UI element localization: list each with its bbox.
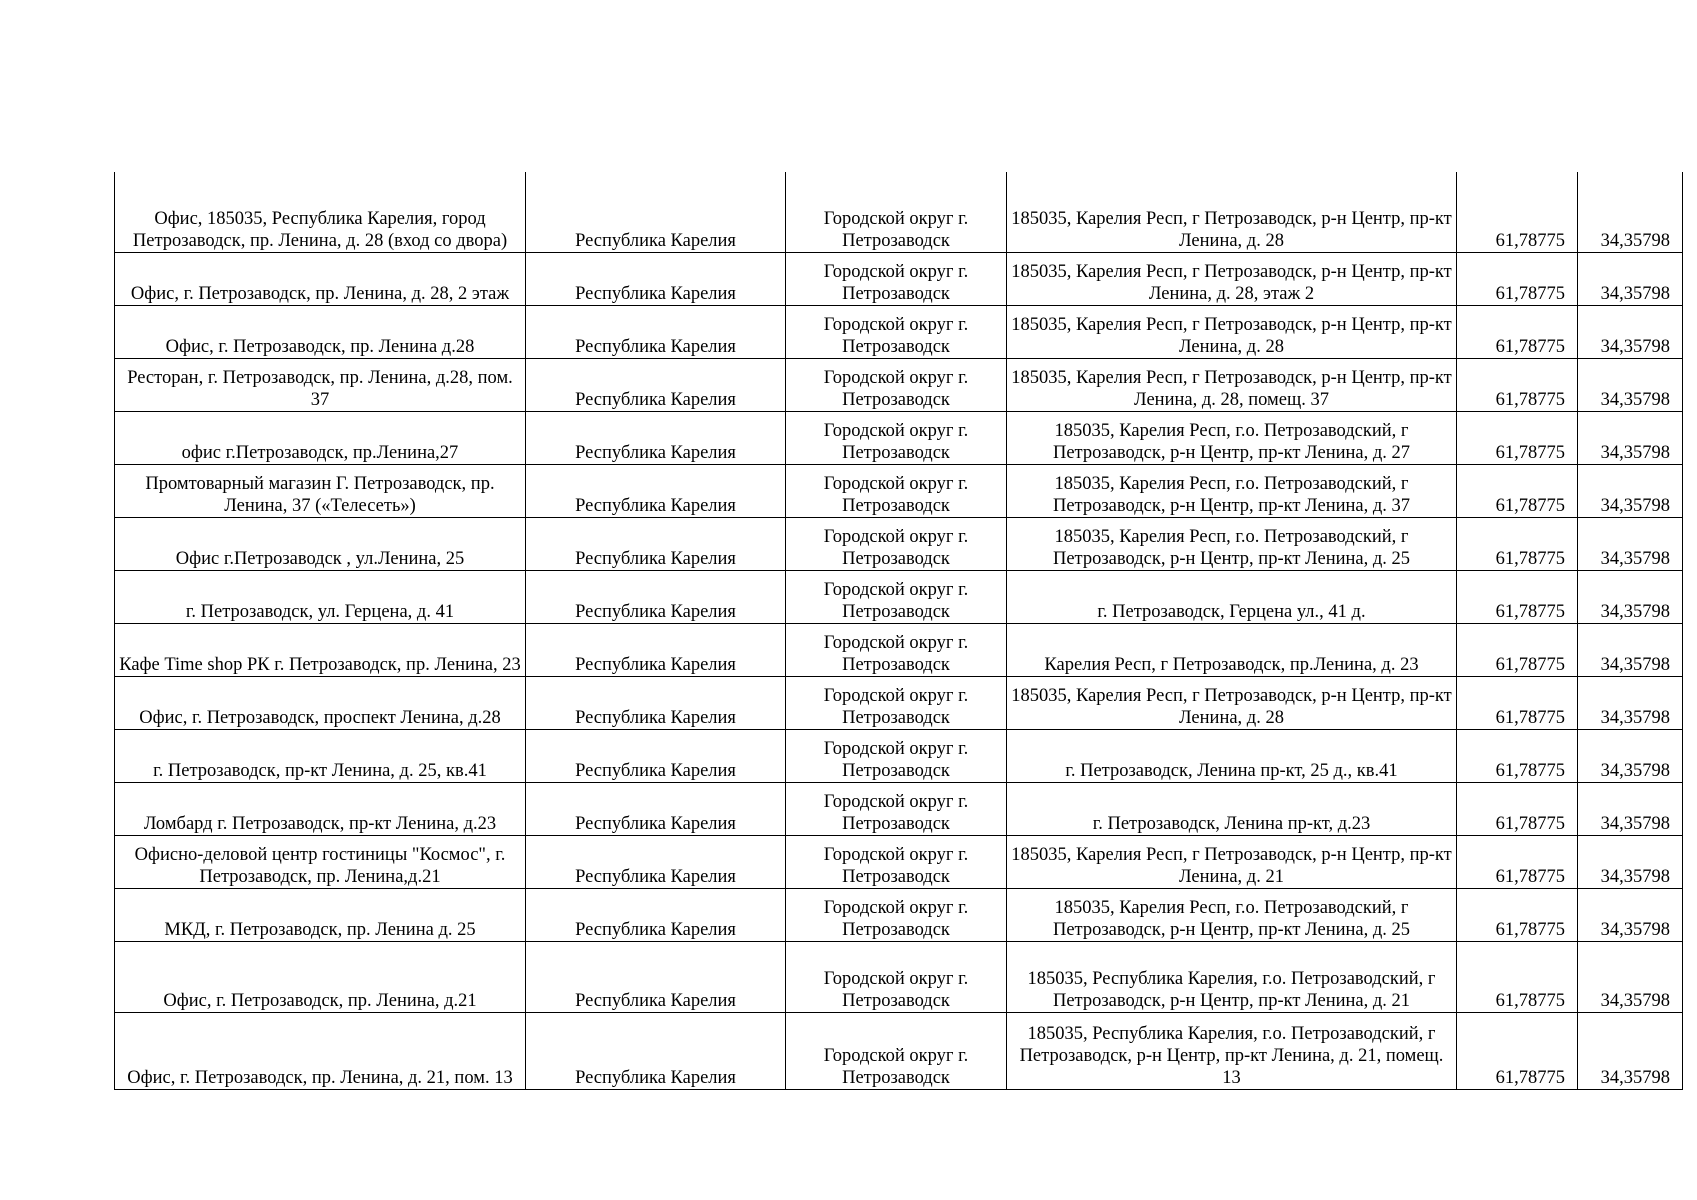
region-cell: Республика Карелия xyxy=(526,623,786,676)
region-cell: Республика Карелия xyxy=(526,358,786,411)
longitude-cell: 34,35798 xyxy=(1578,729,1683,782)
address-cell: Карелия Респ, г Петрозаводск, пр.Ленина, д. 23 xyxy=(1007,623,1457,676)
latitude-cell: 61,78775 xyxy=(1457,411,1578,464)
longitude-cell: 34,35798 xyxy=(1578,252,1683,305)
region-cell: Республика Карелия xyxy=(526,172,786,252)
table-row xyxy=(115,411,1683,464)
table-row xyxy=(115,358,1683,411)
municipality-cell: Городской округ г. Петрозаводск xyxy=(786,172,1007,252)
address-cell: 185035, Республика Карелия, г.о. Петрозаводский, г Петрозаводск, р-н Центр, пр-кт Ленина, д. 21 xyxy=(1007,941,1457,1012)
municipality-cell: Городской округ г. Петрозаводск xyxy=(786,570,1007,623)
latitude-cell: 61,78775 xyxy=(1457,623,1578,676)
address-cell: 185035, Республика Карелия, г.о. Петрозаводский, г Петрозаводск, р-н Центр, пр-кт Ленина, д. 21, помещ. 13 xyxy=(1007,1012,1457,1089)
region-cell: Республика Карелия xyxy=(526,570,786,623)
municipality-cell: Городской округ г. Петрозаводск xyxy=(786,305,1007,358)
municipality-cell: Городской округ г. Петрозаводск xyxy=(786,676,1007,729)
region-cell: Республика Карелия xyxy=(526,252,786,305)
latitude-cell: 61,78775 xyxy=(1457,252,1578,305)
location-name-cell: Офис, г. Петрозаводск, пр. Ленина, д. 28, 2 этаж xyxy=(115,252,526,305)
latitude-cell: 61,78775 xyxy=(1457,835,1578,888)
municipality-cell: Городской округ г. Петрозаводск xyxy=(786,888,1007,941)
municipality-cell: Городской округ г. Петрозаводск xyxy=(786,729,1007,782)
address-cell: 185035, Карелия Респ, г Петрозаводск, р-н Центр, пр-кт Ленина, д. 21 xyxy=(1007,835,1457,888)
location-name-cell: Офис, г. Петрозаводск, пр. Ленина, д.21 xyxy=(115,941,526,1012)
address-cell: 185035, Карелия Респ, г Петрозаводск, р-н Центр, пр-кт Ленина, д. 28 xyxy=(1007,172,1457,252)
region-cell: Республика Карелия xyxy=(526,517,786,570)
location-name-cell: офис г.Петрозаводск, пр.Ленина,27 xyxy=(115,411,526,464)
region-cell: Республика Карелия xyxy=(526,1012,786,1089)
location-name-cell: Ресторан, г. Петрозаводск, пр. Ленина, д.28, пом. 37 xyxy=(115,358,526,411)
table-row xyxy=(115,464,1683,517)
latitude-cell: 61,78775 xyxy=(1457,729,1578,782)
region-cell: Республика Карелия xyxy=(526,941,786,1012)
location-name-cell: Офис, г. Петрозаводск, проспект Ленина, д.28 xyxy=(115,676,526,729)
latitude-cell: 61,78775 xyxy=(1457,172,1578,252)
latitude-cell: 61,78775 xyxy=(1457,464,1578,517)
table-row xyxy=(115,172,1683,252)
municipality-cell: Городской округ г. Петрозаводск xyxy=(786,411,1007,464)
address-cell: г. Петрозаводск, Ленина пр-кт, 25 д., кв.41 xyxy=(1007,729,1457,782)
municipality-cell: Городской округ г. Петрозаводск xyxy=(786,517,1007,570)
latitude-cell: 61,78775 xyxy=(1457,888,1578,941)
table-row xyxy=(115,941,1683,1012)
table-row xyxy=(115,835,1683,888)
longitude-cell: 34,35798 xyxy=(1578,888,1683,941)
longitude-cell: 34,35798 xyxy=(1578,411,1683,464)
location-name-cell: Офис, 185035, Республика Карелия, город Петрозаводск, пр. Ленина, д. 28 (вход со двора) xyxy=(115,172,526,252)
longitude-cell: 34,35798 xyxy=(1578,1012,1683,1089)
municipality-cell: Городской округ г. Петрозаводск xyxy=(786,1012,1007,1089)
region-cell: Республика Карелия xyxy=(526,464,786,517)
municipality-cell: Городской округ г. Петрозаводск xyxy=(786,941,1007,1012)
latitude-cell: 61,78775 xyxy=(1457,941,1578,1012)
municipality-cell: Городской округ г. Петрозаводск xyxy=(786,623,1007,676)
address-cell: 185035, Карелия Респ, г.о. Петрозаводский, г Петрозаводск, р-н Центр, пр-кт Ленина, д. 37 xyxy=(1007,464,1457,517)
address-cell: 185035, Карелия Респ, г Петрозаводск, р-н Центр, пр-кт Ленина, д. 28, помещ. 37 xyxy=(1007,358,1457,411)
table-body xyxy=(115,172,1683,1089)
region-cell: Республика Карелия xyxy=(526,411,786,464)
latitude-cell: 61,78775 xyxy=(1457,358,1578,411)
address-cell: 185035, Карелия Респ, г Петрозаводск, р-н Центр, пр-кт Ленина, д. 28 xyxy=(1007,305,1457,358)
table-row xyxy=(115,676,1683,729)
address-cell: 185035, Карелия Респ, г.о. Петрозаводский, г Петрозаводск, р-н Центр, пр-кт Ленина, д. 25 xyxy=(1007,517,1457,570)
location-name-cell: Офис, г. Петрозаводск, пр. Ленина, д. 21, пом. 13 xyxy=(115,1012,526,1089)
municipality-cell: Городской округ г. Петрозаводск xyxy=(786,782,1007,835)
table-row xyxy=(115,623,1683,676)
location-name-cell: Кафе Time shop РК г. Петрозаводск, пр. Ленина, 23 xyxy=(115,623,526,676)
table-row xyxy=(115,305,1683,358)
location-name-cell: Офис г.Петрозаводск , ул.Ленина, 25 xyxy=(115,517,526,570)
table-row xyxy=(115,888,1683,941)
table-row xyxy=(115,729,1683,782)
location-name-cell: Офисно-деловой центр гостиницы "Космос", г. Петрозаводск, пр. Ленина,д.21 xyxy=(115,835,526,888)
location-name-cell: МКД, г. Петрозаводск, пр. Ленина д. 25 xyxy=(115,888,526,941)
table-row xyxy=(115,570,1683,623)
longitude-cell: 34,35798 xyxy=(1578,623,1683,676)
address-cell: г. Петрозаводск, Герцена ул., 41 д. xyxy=(1007,570,1457,623)
address-cell: 185035, Карелия Респ, г Петрозаводск, р-н Центр, пр-кт Ленина, д. 28 xyxy=(1007,676,1457,729)
longitude-cell: 34,35798 xyxy=(1578,358,1683,411)
location-name-cell: г. Петрозаводск, ул. Герцена, д. 41 xyxy=(115,570,526,623)
latitude-cell: 61,78775 xyxy=(1457,570,1578,623)
address-cell: г. Петрозаводск, Ленина пр-кт, д.23 xyxy=(1007,782,1457,835)
municipality-cell: Городской округ г. Петрозаводск xyxy=(786,464,1007,517)
latitude-cell: 61,78775 xyxy=(1457,676,1578,729)
location-name-cell: Офис, г. Петрозаводск, пр. Ленина д.28 xyxy=(115,305,526,358)
table-row xyxy=(115,517,1683,570)
address-cell: 185035, Карелия Респ, г.о. Петрозаводский, г Петрозаводск, р-н Центр, пр-кт Ленина, д. 27 xyxy=(1007,411,1457,464)
longitude-cell: 34,35798 xyxy=(1578,172,1683,252)
municipality-cell: Городской округ г. Петрозаводск xyxy=(786,358,1007,411)
locations-table xyxy=(114,172,1683,1090)
longitude-cell: 34,35798 xyxy=(1578,464,1683,517)
latitude-cell: 61,78775 xyxy=(1457,1012,1578,1089)
table-row xyxy=(115,782,1683,835)
address-cell: 185035, Карелия Респ, г Петрозаводск, р-н Центр, пр-кт Ленина, д. 28, этаж 2 xyxy=(1007,252,1457,305)
longitude-cell: 34,35798 xyxy=(1578,676,1683,729)
municipality-cell: Городской округ г. Петрозаводск xyxy=(786,252,1007,305)
address-cell: 185035, Карелия Респ, г.о. Петрозаводский, г Петрозаводск, р-н Центр, пр-кт Ленина, д. 25 xyxy=(1007,888,1457,941)
longitude-cell: 34,35798 xyxy=(1578,835,1683,888)
longitude-cell: 34,35798 xyxy=(1578,570,1683,623)
region-cell: Республика Карелия xyxy=(526,782,786,835)
longitude-cell: 34,35798 xyxy=(1578,941,1683,1012)
region-cell: Республика Карелия xyxy=(526,729,786,782)
region-cell: Республика Карелия xyxy=(526,305,786,358)
location-name-cell: Промтоварный магазин Г. Петрозаводск, пр. Ленина, 37 («Телесеть») xyxy=(115,464,526,517)
location-name-cell: г. Петрозаводск, пр-кт Ленина, д. 25, кв.41 xyxy=(115,729,526,782)
region-cell: Республика Карелия xyxy=(526,676,786,729)
longitude-cell: 34,35798 xyxy=(1578,782,1683,835)
longitude-cell: 34,35798 xyxy=(1578,517,1683,570)
longitude-cell: 34,35798 xyxy=(1578,305,1683,358)
table-row xyxy=(115,252,1683,305)
latitude-cell: 61,78775 xyxy=(1457,782,1578,835)
latitude-cell: 61,78775 xyxy=(1457,517,1578,570)
latitude-cell: 61,78775 xyxy=(1457,305,1578,358)
location-name-cell: Ломбард г. Петрозаводск, пр-кт Ленина, д.23 xyxy=(115,782,526,835)
region-cell: Республика Карелия xyxy=(526,888,786,941)
municipality-cell: Городской округ г. Петрозаводск xyxy=(786,835,1007,888)
region-cell: Республика Карелия xyxy=(526,835,786,888)
table-row xyxy=(115,1012,1683,1089)
